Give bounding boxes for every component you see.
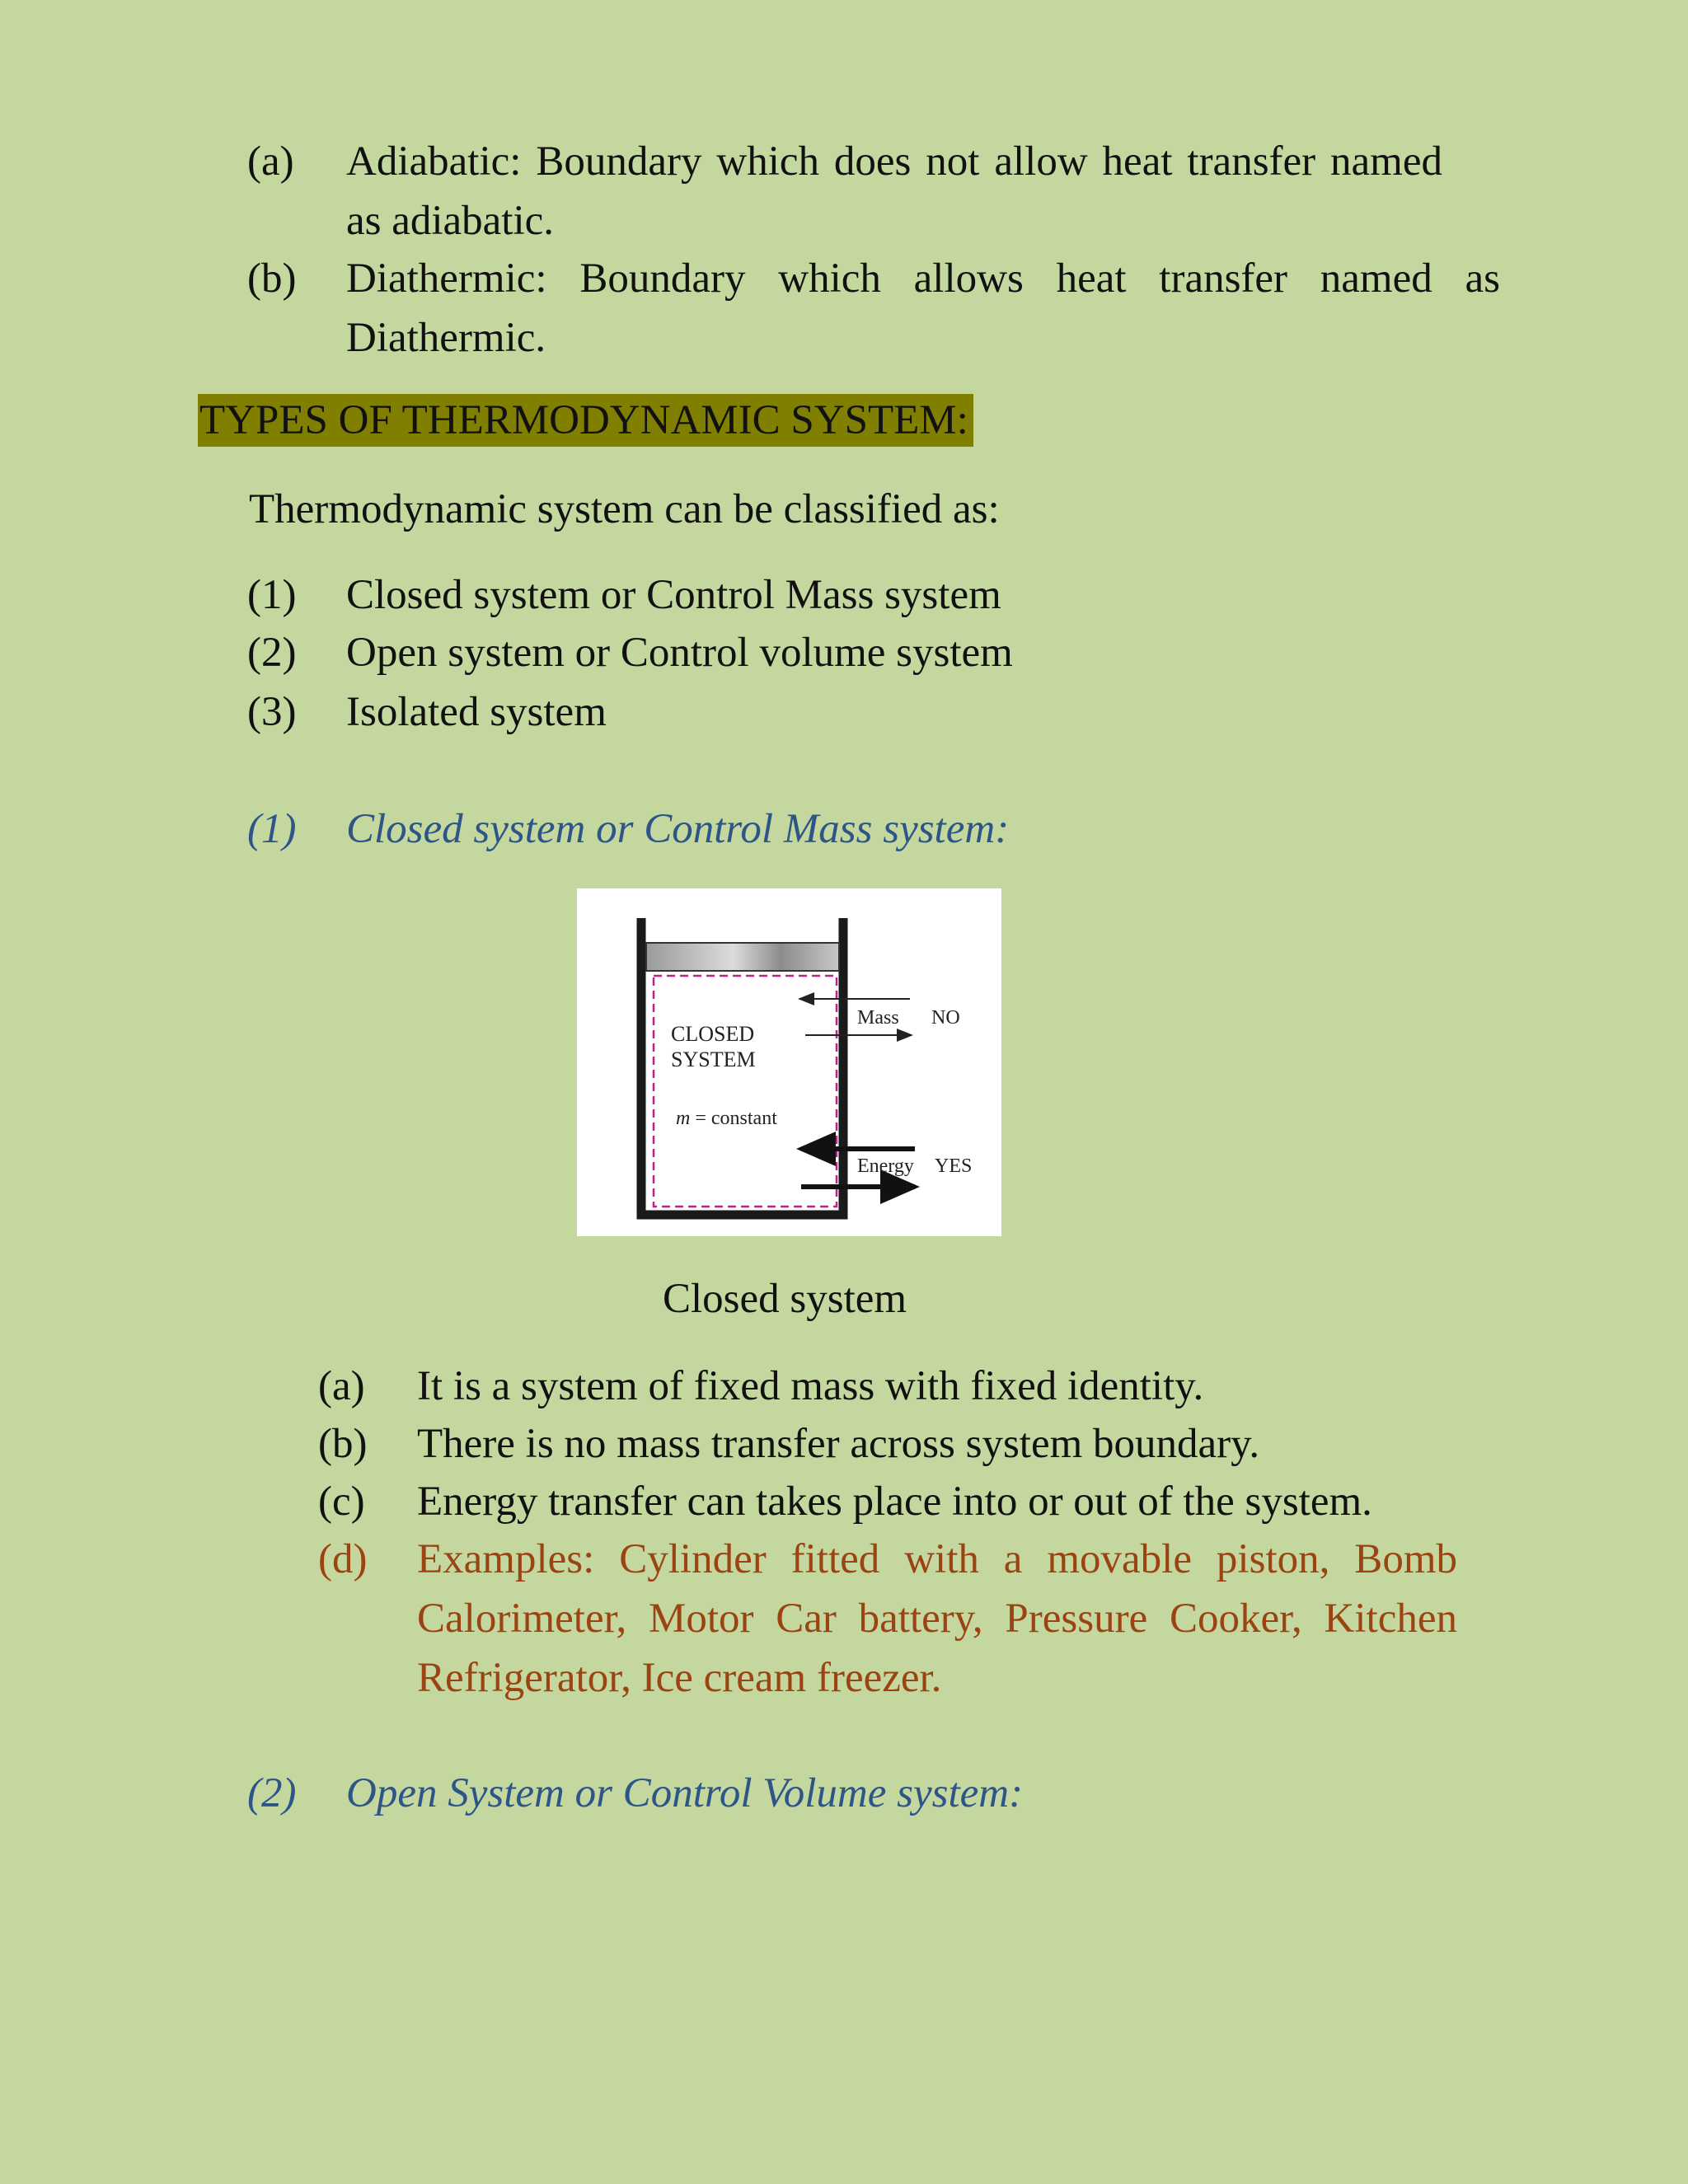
closed-system-figure xyxy=(577,888,1001,1236)
list-text: Isolated system xyxy=(346,689,607,735)
energy-label: Energy xyxy=(857,1155,914,1177)
list-text: It is a system of fixed mass with fixed identity. xyxy=(417,1363,1204,1409)
piston xyxy=(646,943,839,971)
section-heading: TYPES OF THERMODYNAMIC SYSTEM: xyxy=(198,394,973,447)
section-number: (2) xyxy=(247,1770,297,1816)
list-label: (2) xyxy=(247,630,297,676)
list-label: (a) xyxy=(247,138,294,185)
list-label: (d) xyxy=(318,1536,368,1582)
section-number: (1) xyxy=(247,806,297,852)
list-label: (a) xyxy=(318,1363,365,1409)
list-item-examples xyxy=(318,1530,1457,1708)
mass-constant-label: m = constant xyxy=(676,1108,777,1129)
mass-answer: NO xyxy=(931,1007,960,1029)
mass-label: Mass xyxy=(857,1007,899,1029)
list-text: Diathermic: Boundary which allows heat transfer named as Diathermic. xyxy=(346,255,1500,361)
system-label: CLOSED xyxy=(671,1022,755,1046)
list-label: (b) xyxy=(318,1421,368,1467)
list-text: Adiabatic: Boundary which does not allow heat transfer named as adiabatic. xyxy=(346,138,1442,244)
closed-system-diagram xyxy=(577,888,1001,1236)
figure-caption: Closed system xyxy=(663,1276,907,1322)
list-item-diathermic xyxy=(247,249,1500,368)
system-label: SYSTEM xyxy=(671,1047,756,1071)
section-text: Open System or Control Volume system: xyxy=(346,1770,1024,1816)
list-text: Open system or Control volume system xyxy=(346,630,1013,676)
intro-text: Thermodynamic system can be classified as: xyxy=(249,486,1000,532)
list-text: Energy transfer can takes place into or out of the system. xyxy=(417,1479,1372,1525)
system-boundary xyxy=(654,976,837,1207)
list-label: (b) xyxy=(247,255,297,302)
section-text: Closed system or Control Mass system: xyxy=(346,806,1010,852)
energy-answer: YES xyxy=(935,1155,973,1177)
list-label: (1) xyxy=(247,572,297,618)
list-text: Closed system or Control Mass system xyxy=(346,572,1001,618)
list-text: There is no mass transfer across system boundary. xyxy=(417,1421,1260,1467)
list-label: (c) xyxy=(318,1479,365,1525)
list-label: (3) xyxy=(247,689,297,735)
list-item-adiabatic xyxy=(247,132,1451,251)
list-text: Examples: Cylinder fitted with a movable piston, Bomb Calorimeter, Motor Car battery, Pressure Cooker, Kitchen Refrigerator, Ice cream freezer. xyxy=(417,1536,1457,1701)
